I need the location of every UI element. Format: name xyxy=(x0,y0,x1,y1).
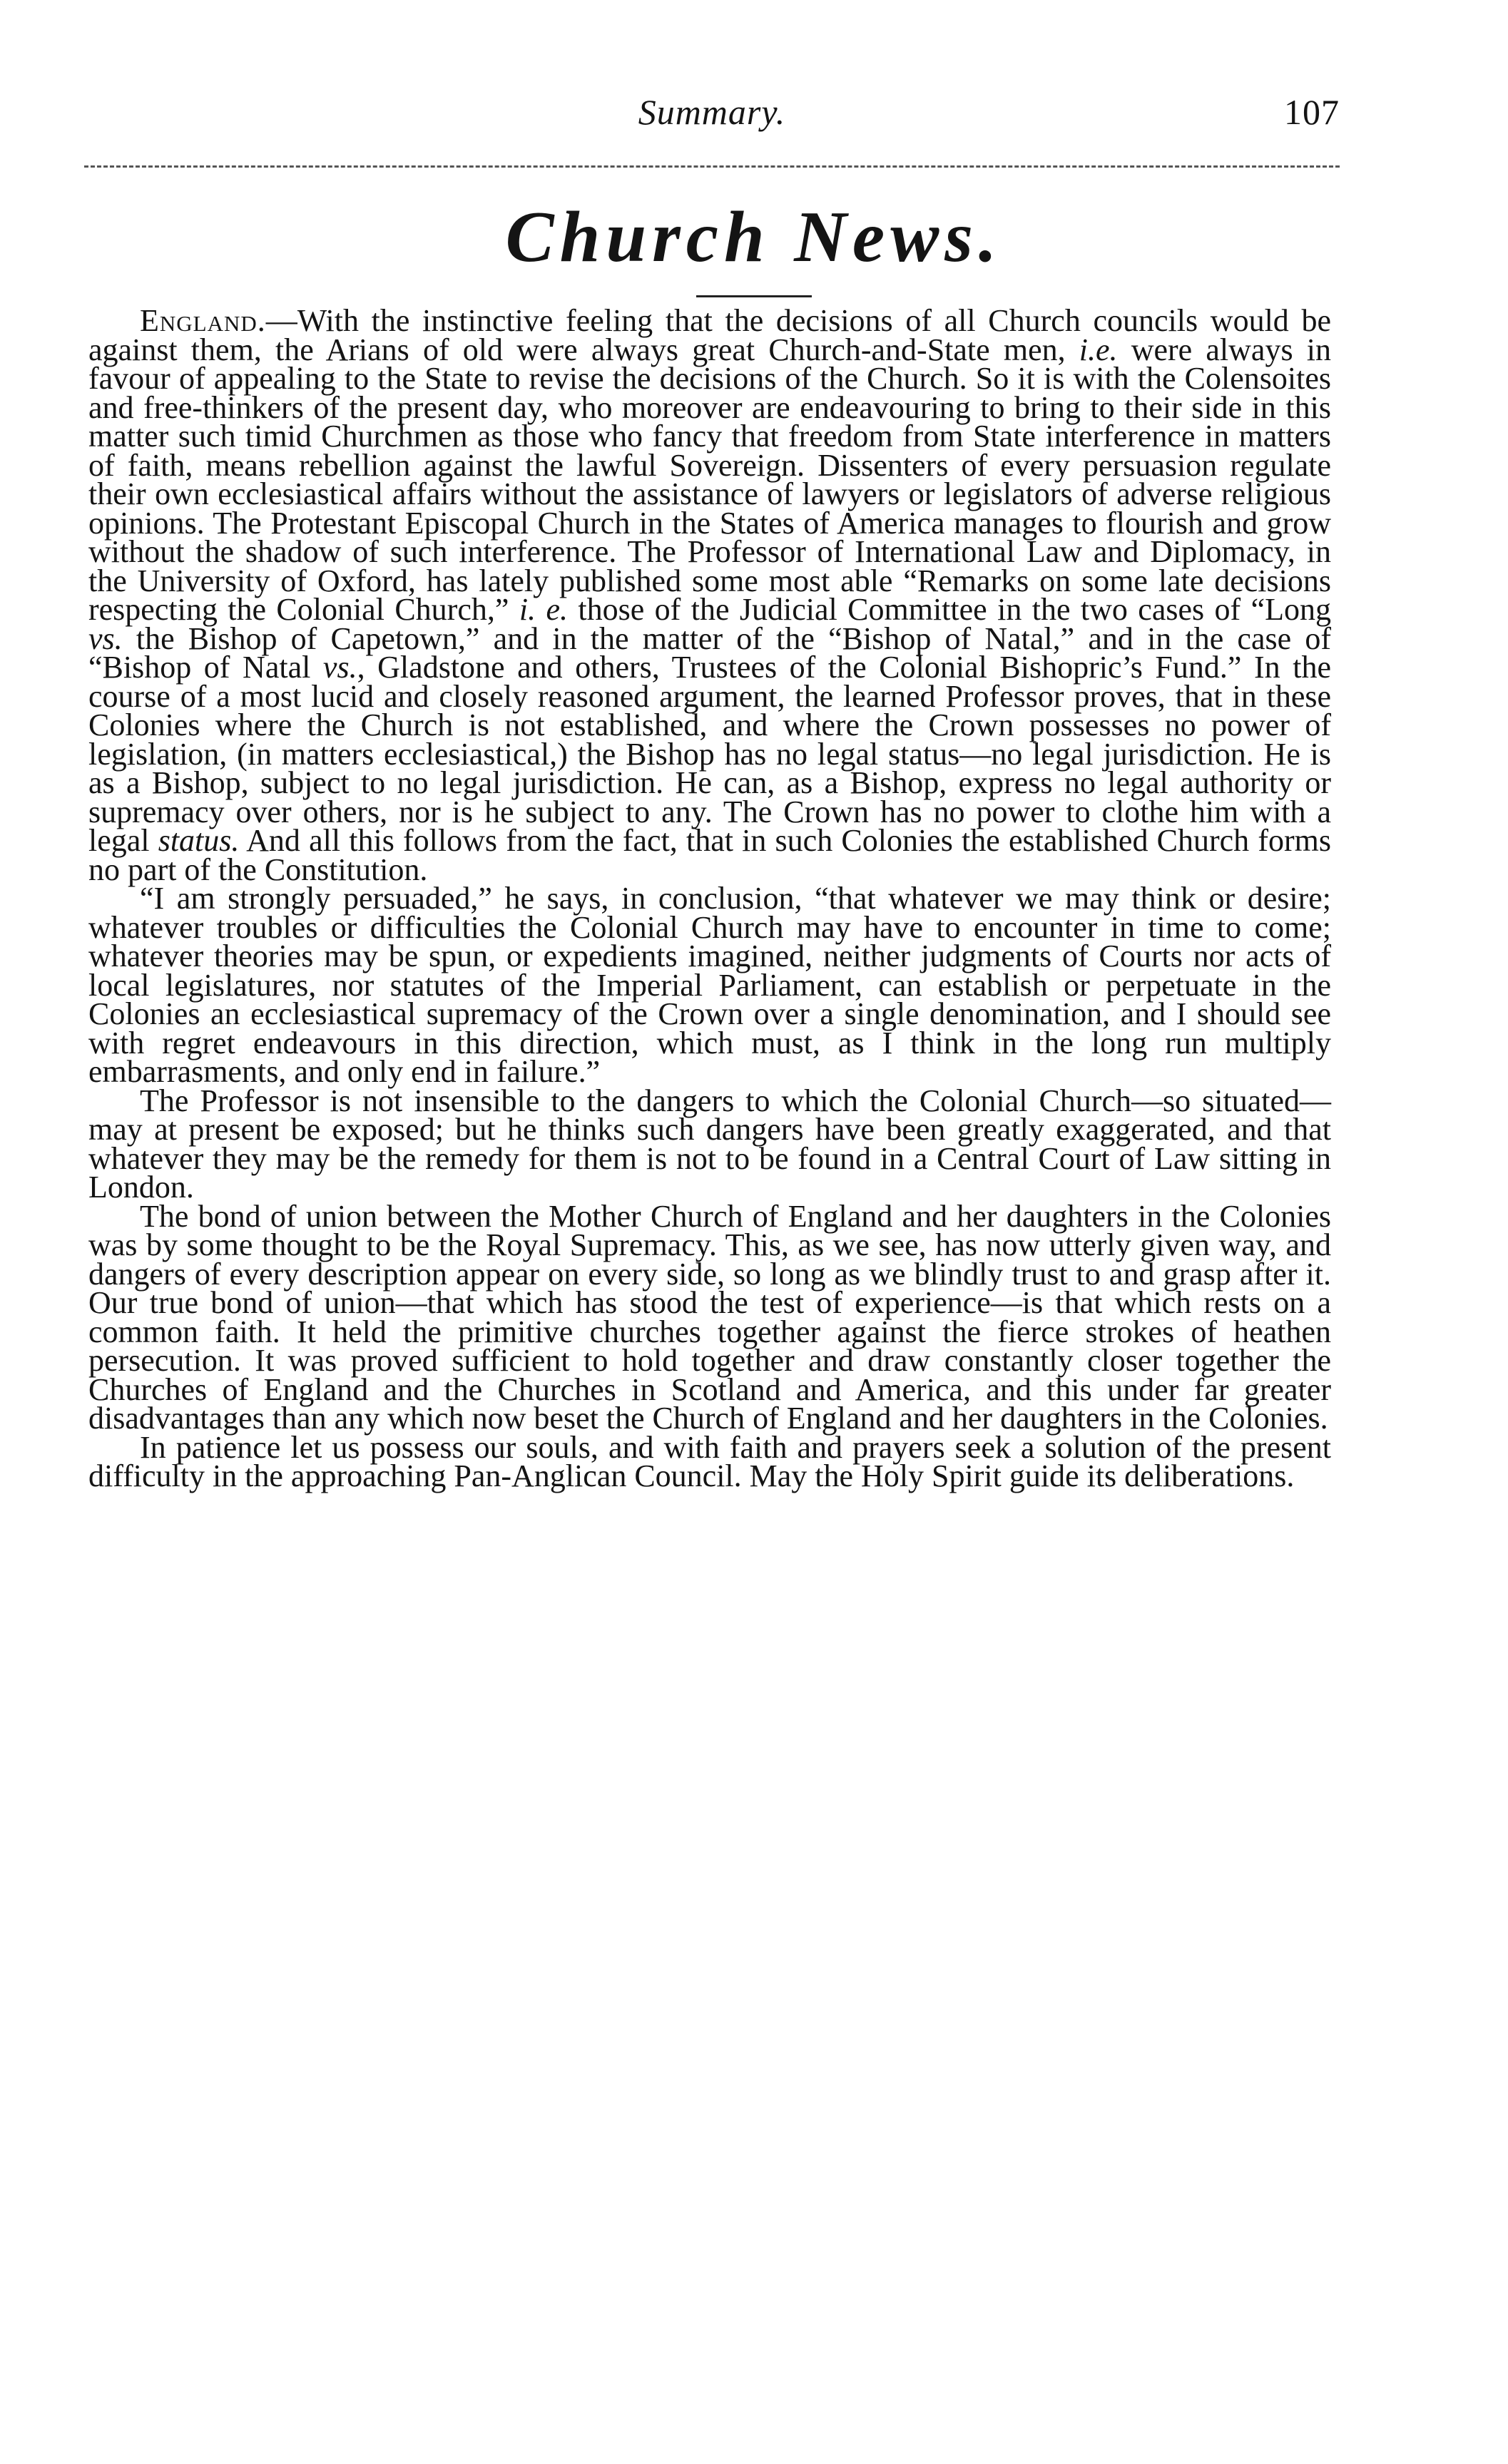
paragraph-text: were always in favour of appealing to the State to revise the decisions of the Church. So it is with the Colensoites and free-thinkers of the present day, who moreover are endeavouring to bring to their side in this matter such timid Churchmen as those who fancy that freedom from State interference in matters of faith, means rebellion against the lawful Sovereign. Dissenters of every persuasion regulate their own ecclesiastical affairs without the assistance of lawyers or legislators of adverse religious opinions. The Protestant Episcopal Church in the States of America manages to flourish and grow without the shadow of such interference. The Professor of International Law and Diplomacy, in the University of Oxford, has lately published some most able “Remarks on some late decisions respecting the Colonial Church,” xyxy=(88,332,1331,627)
italic-text: i.e. xyxy=(1079,332,1118,367)
paragraph-text: those of the Judicial Committee in the two cases of “Long xyxy=(567,592,1331,627)
paragraph xyxy=(88,1198,1331,1436)
page-number: 107 xyxy=(1284,92,1340,132)
running-head xyxy=(84,91,1340,148)
paragraph-text: The bond of union between the Mother Church of England and her daughters in the Colonies was by some thought to be the Royal Supremacy. This, as we see, has now utterly given way, and dangers of every description appear on every side, so long as we blindly trust to and grasp after it. Our true bond of union—that which has stood the test of experience—is that which rests on a common faith. It held the primitive churches together against the fierce strokes of heathen persecution. It was proved sufficient to hold together and draw constantly closer together the Churches of England and the Churches in Scotland and America, and this under far greater disadvantages than any which now beset the Church of England and her daughters in the Colonies. xyxy=(88,1198,1331,1436)
paragraph-text: In patience let us possess our souls, and with faith and prayers seek a solution of the present difficulty in the approaching Pan-Anglican Council. May the Holy Spirit guide its deliberations. xyxy=(88,1429,1331,1493)
article-body xyxy=(88,303,1331,1493)
paragraph xyxy=(88,881,1331,1089)
paragraph xyxy=(88,303,1331,887)
italic-text: status. xyxy=(158,823,240,858)
paragraph-text: —With the instinctive feeling that the decisions of all Church councils would be against them, the Arians of old were always great Church-and-State men, xyxy=(88,303,1331,367)
paragraph xyxy=(88,1429,1331,1493)
italic-text: vs. xyxy=(88,620,123,656)
paragraph-text: , Gladstone and others, Trustees of the Colonial Bishopric’s Fund.” In the course of a most lucid and closely reasoned argument, the learned Professor proves, that in these Colonies where the Church is not established, and where the Crown possesses no power of legislation, (in matters ecclesiastical,) the Bishop has no legal status—no legal jurisdiction. He is as a Bishop, subject to no legal jurisdiction. He can, as a Bishop, express no legal authority or supremacy over others, nor is he subject to any. The Crown has no power to clothe him with a legal xyxy=(88,650,1331,858)
running-title: Summary. xyxy=(638,92,786,132)
paragraph-text: “I am strongly persuaded,” he says, in conclusion, “that whatever we may think or desire; whatever troubles or difficulties the Colonial Church may have to encounter in time to come; whatever theories may be spun, or expedients imagined, neither judgments of Courts nor acts of local legislatures, nor statutes of the Imperial Parliament, can establish or perpetuate in the Colonies an ecclesiastical supremacy of the Crown over a single denomination, and I should see with regret endeavours in this direction, which must, as I think in the long run multiply embarrasments, and only end in failure.” xyxy=(88,881,1331,1089)
section-title: Church News. xyxy=(505,197,1003,277)
paragraph-text: And all this follows from the fact, that in such Colonies the established Church forms no part of the Constitution. xyxy=(88,823,1331,887)
title-rule xyxy=(696,295,812,297)
italic-text: vs. xyxy=(322,650,357,685)
header-rule xyxy=(84,165,1340,168)
paragraph-text: the Bishop of Capetown,” and in the matter of the “Bishop of Natal,” and in the case of “Bishop of Natal xyxy=(88,620,1331,685)
paragraph xyxy=(88,1083,1331,1205)
paragraph-text: The Professor is not insensible to the dangers to which the Colonial Church—so situated—may at present be exposed; but he thinks such dangers have been greatly exaggerated, and that whatever they may be the remedy for them is not to be found in a Central Court of Law sitting in London. xyxy=(88,1083,1331,1205)
paragraph-lead-word: England. xyxy=(140,303,266,338)
italic-text: i. e. xyxy=(519,592,568,627)
